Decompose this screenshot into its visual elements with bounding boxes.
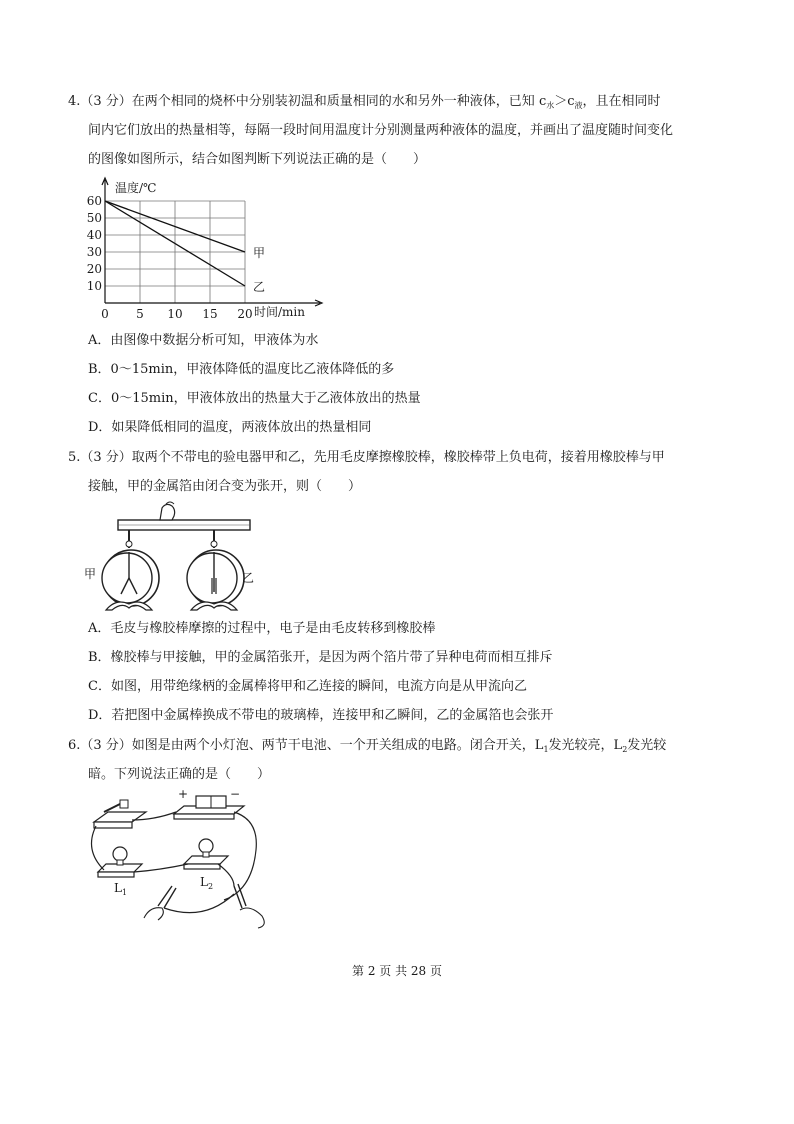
- q4-stem-line3: 的图像如图所示，结合如图判断下列说法正确的是（ ）: [88, 152, 427, 167]
- q6-stem-line1: 6.（3 分）如图是由两个小灯泡、两节干电池、一个开关组成的电路。闭合开关，$L_1$发光较亮，$L_2$发光较: [68, 738, 667, 754]
- q4-option-b[interactable]: B．0～15min，甲液体降低的温度比乙液体降低的多: [88, 362, 395, 377]
- y-tick-label: 50: [86, 211, 102, 225]
- series-label-1: 甲: [253, 246, 266, 260]
- battery-plus: +: [178, 787, 189, 801]
- q6-stem-line2: 暗。下列说法正确的是（ ）: [88, 767, 271, 782]
- electroscope-left: [102, 530, 159, 610]
- q5-option-c[interactable]: C．如图，用带绝缘柄的金属棒将甲和乙连接的瞬间，电流方向是从甲流向乙: [88, 679, 527, 694]
- bulb-l1-label: $L_1$: [114, 881, 128, 897]
- hand-icon: [160, 504, 175, 520]
- chart-axes: [102, 178, 322, 306]
- q4-stem-line1: 4.（3 分）在两个相同的烧杯中分别装初温和质量相同的水和另外一种液体，已知 $c_水>c_液$，且在相同时: [68, 94, 661, 110]
- circuit-figure: [84, 787, 284, 930]
- electroscope-figure: [84, 500, 264, 620]
- clip-left-icon: [144, 886, 176, 920]
- electroscope-label-left: 甲: [84, 567, 97, 581]
- chart-ticks: [87, 194, 253, 321]
- y-tick-label: 10: [86, 279, 102, 293]
- y-tick-label: 20: [86, 262, 102, 276]
- x-tick-label: 10: [167, 307, 183, 321]
- chart-ylabel: 温度/℃: [115, 181, 157, 195]
- x-tick-label: 5: [136, 307, 144, 321]
- battery-icon: [174, 787, 244, 819]
- q4-option-d[interactable]: D．如果降低相同的温度，两液体放出的热量相同: [88, 420, 372, 435]
- y-tick-label: 40: [86, 228, 102, 242]
- switch-icon: [94, 800, 146, 828]
- series-label-2: 乙: [253, 280, 266, 294]
- page-footer: 第 2 页 共 28 页: [352, 964, 442, 978]
- wire: [134, 864, 188, 872]
- chart-xlabel: 时间/min: [254, 305, 305, 319]
- q5-option-b[interactable]: B．橡胶棒与甲接触，甲的金属箔张开，是因为两个箔片带了异种电荷而相互排斥: [88, 650, 553, 665]
- q4-option-c[interactable]: C．0～15min，甲液体放出的热量大于乙液体放出的热量: [88, 391, 421, 406]
- wire: [164, 894, 234, 913]
- x-tick-label: 0: [101, 307, 109, 321]
- bulb-l2-label: $L_2$: [200, 875, 214, 891]
- battery-minus: −: [230, 787, 241, 801]
- x-tick-label: 20: [237, 307, 253, 321]
- q4-option-a[interactable]: A．由图像中数据分析可知，甲液体为水: [88, 333, 319, 348]
- wire: [92, 826, 105, 870]
- q5-option-d[interactable]: D．若把图中金属棒换成不带电的玻璃棒，连接甲和乙瞬间，乙的金属箔也会张开: [88, 708, 554, 723]
- y-tick-label: 60: [86, 194, 102, 208]
- temperature-time-chart: [88, 176, 328, 326]
- chart-grid: [105, 201, 245, 303]
- bulb-l1-icon: [98, 847, 142, 877]
- bulb-l2-icon: [184, 839, 228, 869]
- q5-option-a[interactable]: A．毛皮与橡胶棒摩擦的过程中，电子是由毛皮转移到橡胶棒: [88, 621, 436, 636]
- q5-stem-line1: 5.（3 分）取两个不带电的验电器甲和乙，先用毛皮摩擦橡胶棒，橡胶棒带上负电荷，接着用橡胶棒与甲: [68, 450, 665, 465]
- y-tick-label: 30: [86, 245, 102, 259]
- chart-series: [105, 201, 265, 294]
- q5-stem-line2: 接触，甲的金属箔由闭合变为张开，则（ ）: [88, 479, 362, 494]
- x-tick-label: 15: [202, 307, 218, 321]
- electroscope-right: [187, 530, 244, 610]
- q4-stem-line2: 间内它们放出的热量相等，每隔一段时间用温度计分别测量两种液体的温度，并画出了温度随时间变化: [88, 123, 674, 138]
- electroscope-label-right: 乙: [242, 571, 255, 585]
